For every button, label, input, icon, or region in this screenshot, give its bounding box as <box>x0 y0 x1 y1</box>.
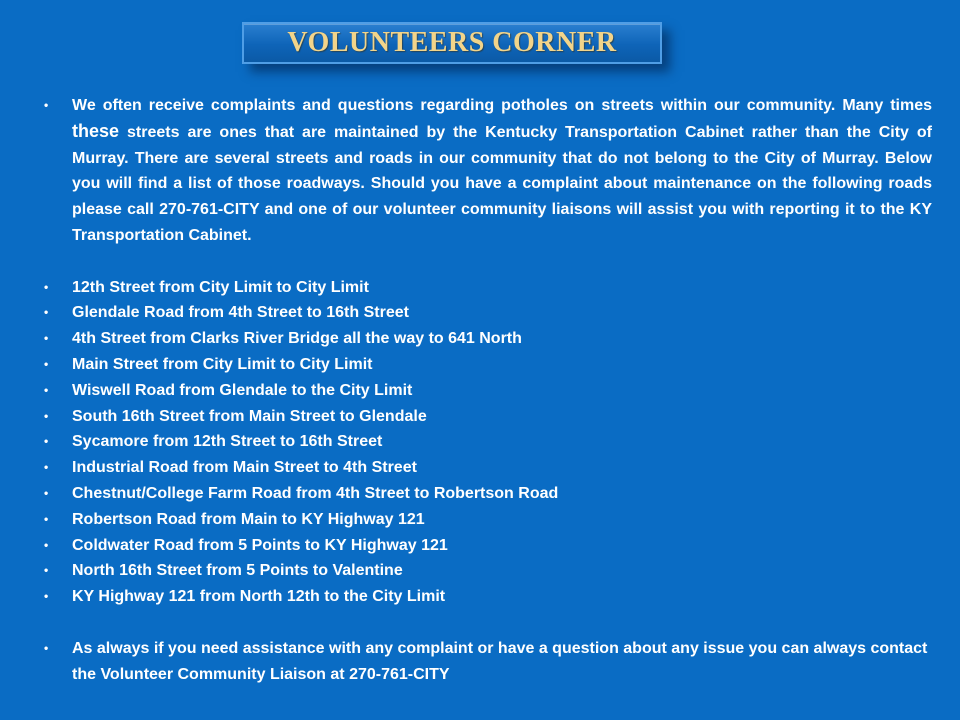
road-item-text: Main Street from City Limit to City Limit <box>72 355 373 373</box>
bullet-icon: • <box>44 279 49 294</box>
bullet-icon: • <box>44 305 49 320</box>
list-item <box>44 275 932 301</box>
road-list <box>44 275 932 610</box>
road-item-text: Glendale Road from 4th Street to 16th Street <box>72 304 409 322</box>
road-item-text: Sycamore from 12th Street to 16th Street <box>72 433 383 451</box>
list-item <box>44 558 932 584</box>
list-item <box>44 455 932 481</box>
bullet-icon: • <box>44 98 49 112</box>
list-item <box>44 429 932 455</box>
spacer <box>44 610 932 636</box>
bullet-icon: • <box>44 356 49 371</box>
road-item-text: North 16th Street from 5 Points to Valentine <box>72 562 403 580</box>
bullet-icon: • <box>44 382 49 397</box>
list-item <box>44 584 932 610</box>
title-banner <box>242 22 662 64</box>
road-item-text: Robertson Road from Main to KY Highway 121 <box>72 510 425 528</box>
bullet-icon: • <box>44 331 49 346</box>
list-item <box>44 378 932 404</box>
road-item-text: Wiswell Road from Glendale to the City Limit <box>72 381 413 399</box>
list-item <box>44 481 932 507</box>
road-item-text: South 16th Street from Main Street to Glendale <box>72 407 427 425</box>
road-item-text: 12th Street from City Limit to City Limit <box>72 278 369 296</box>
road-item-text: KY Highway 121 from North 12th to the City Limit <box>72 588 446 606</box>
page-title: VOLUNTEERS CORNER <box>287 27 617 58</box>
intro-part2: streets are ones that are maintained by the Kentucky Transportation Cabinet rather than the City of Murray. There are several streets and roads in our community that do not belong to the City of Murray. Below you will find a list of those roadways. Should you have a complaint about maintenance on the following roads please call 270-761-CITY and one of our volunteer community liaisons will assist you with reporting it to the KY Transportation Cabinet. <box>72 123 932 244</box>
bullet-icon: • <box>44 408 49 423</box>
road-item-text: Chestnut/College Farm Road from 4th Street to Robertson Road <box>72 484 559 502</box>
closing-paragraph <box>44 636 932 688</box>
bullet-icon: • <box>44 485 49 500</box>
intro-part1: We often receive complaints and questions regarding potholes on streets within our community. Many times <box>72 97 932 114</box>
bullet-icon: • <box>44 563 49 578</box>
bullet-icon: • <box>44 511 49 526</box>
bullet-icon: • <box>44 589 49 604</box>
bullet-icon: • <box>44 434 49 449</box>
intro-emphasis: these <box>72 120 120 141</box>
intro-paragraph <box>44 93 932 249</box>
road-item-text: Coldwater Road from 5 Points to KY Highway 121 <box>72 536 448 554</box>
list-item <box>44 404 932 430</box>
bullet-icon: • <box>44 460 49 475</box>
list-item <box>44 352 932 378</box>
spacer <box>44 249 932 275</box>
bullet-icon: • <box>44 537 49 552</box>
road-item-text: Industrial Road from Main Street to 4th Street <box>72 459 417 477</box>
bullet-icon: • <box>44 640 49 655</box>
list-item <box>44 300 932 326</box>
intro-text <box>72 93 932 249</box>
list-item <box>44 326 932 352</box>
list-item <box>44 533 932 559</box>
closing-text: As always if you need assistance with any complaint or have a question about any issue you can always contact the Volunteer Community Liaison at 270-761-CITY <box>72 639 928 683</box>
content-area <box>44 93 932 687</box>
list-item <box>44 507 932 533</box>
road-item-text: 4th Street from Clarks River Bridge all the way to 641 North <box>72 330 522 348</box>
